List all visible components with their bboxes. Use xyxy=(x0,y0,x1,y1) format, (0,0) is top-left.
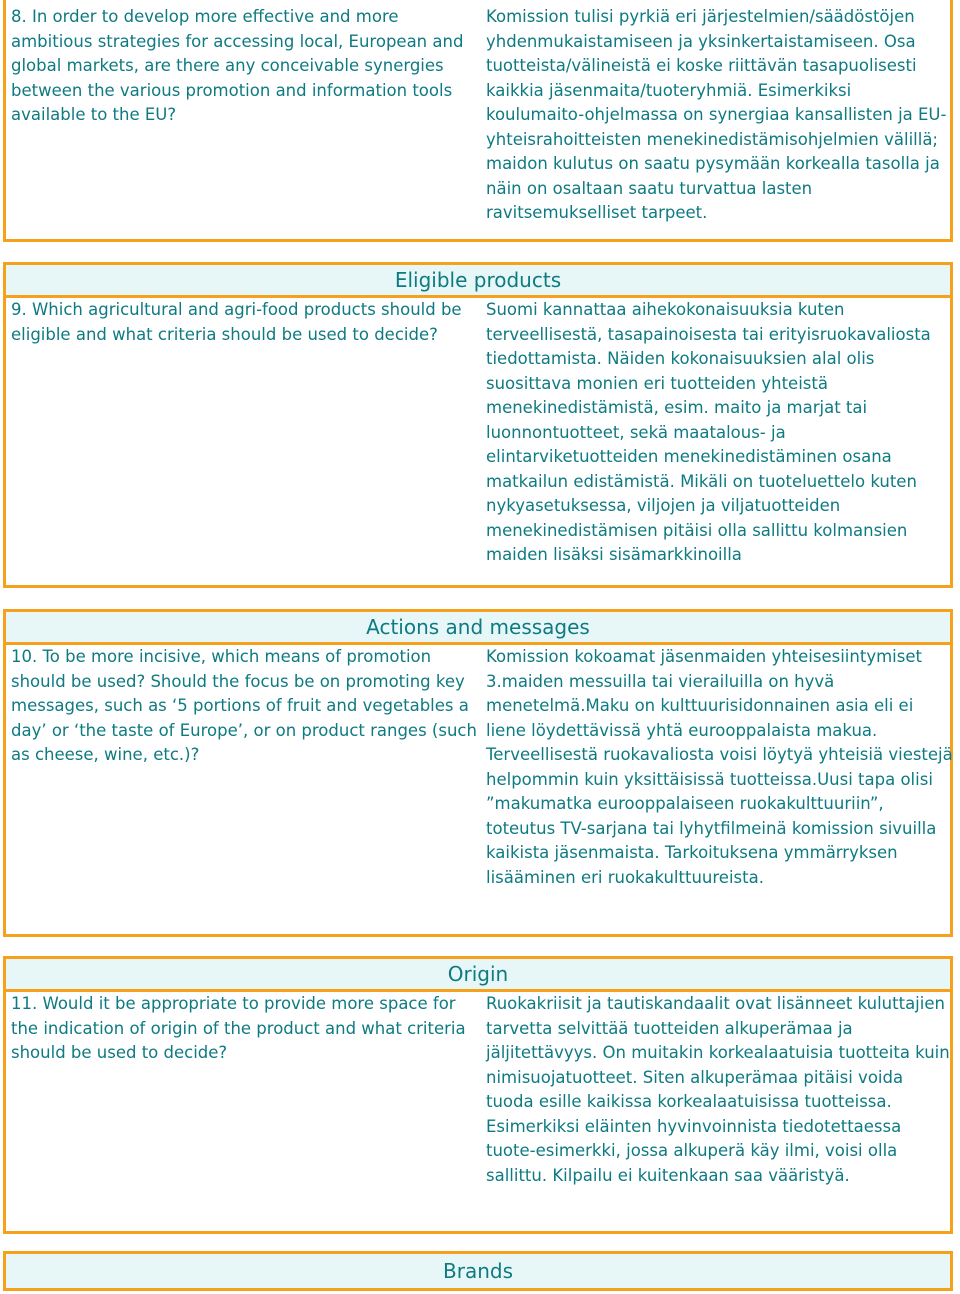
section-origin xyxy=(3,956,953,1234)
question-8: 8. In order to develop more effective and more ambitious strategies for accessing local, European and global markets, are there any conceivable synergies between the various promotion and information tools available to the EU? xyxy=(11,7,464,124)
answer-10: Komission kokoamat jäsenmaiden yhteisesiintymiset 3.maiden messuilla tai vierailuilla on hyvä menetelmä.Maku on kulttuurisidonnainen asia eli ei liene löydettävissä yhtä eurooppalaista makua. Terveellisestä ruokavaliosta voisi löytyä yhteisiä viestejä helpommin kuin yksittäisissä tuotteissa.Uusi tapa olisi ”makumatka eurooppalaiseen ruokakulttuuriin”, toteutus TV-sarjana tai lyhytfilmeinä komission sivuilla kaikista jäsenmaista. Tarkoituksena ymmärryksen lisääminen eri ruokakulttuureista. xyxy=(486,647,953,887)
answer-11: Ruokakriisit ja tautiskandaalit ovat lisänneet kuluttajien tarvetta selvittää tuotteiden alkuperämaa ja jäljitettävyys. On muitakin korkealaatuisia tuotteita kuin nimisuojatuotteet. Siten alkuperämaa pitäisi voida tuoda esille kaikissa korkealaatuisissa tuotteissa. Esimerkiksi eläinten hyvinvoinnista tiedotettaessa tuote-esimerkki, jossa alkuperä käy ilmi, voisi olla sallittu. Kilpailu ei kuitenkaan saa vääristyä. xyxy=(486,994,950,1185)
section-heading: Origin xyxy=(6,959,950,992)
question-10: 10. To be more incisive, which means of promotion should be used? Should the focus be on promoting key messages, such as ‘5 portions of fruit and vegetables a day’ or ‘the taste of Europe’, or on product ranges (such as cheese, wine, etc.)? xyxy=(11,647,477,764)
section-eligible-products xyxy=(3,262,953,588)
question-11: 11. Would it be appropriate to provide more space for the indication of origin of the product and what criteria should be used to decide? xyxy=(11,994,466,1062)
section-heading: Brands xyxy=(6,1254,950,1288)
section-actions-and-messages xyxy=(3,609,953,937)
answer-8: Komission tulisi pyrkiä eri järjestelmien/säädöstöjen yhdenmukaistamiseen ja yksinkertaistamiseen. Osa tuotteista/välineistä ei koske riittävän tasapuolisesti kaikkia jäsenmaita/tuoteryhmiä. Esimerkiksi koulumaito-ohjelmassa on synergiaa kansallisten ja EU-yhteisrahoitteisten menekinedistämisohjelmien välillä; maidon kulutus on saatu pysymään korkealla tasolla ja näin on osaltaan saatu turvattua lasten ravitsemukselliset tarpeet. xyxy=(486,7,947,222)
answer-9: Suomi kannattaa aihekokonaisuuksia kuten terveellisestä, tasapainoisesta tai erityisruokavaliosta tiedottamista. Näiden kokonaisuuksien alal olis suosittava monien eri tuotteiden yhteistä menekinedistämistä, esim. maito ja marjat tai luonnontuotteet, sekä maatalous- ja elintarviketuotteiden menekinedistäminen osana matkailun edistämistä. Mikäli on tuoteluettelo kuten nykyasetuksessa, viljojen ja viljatuotteiden menekinedistämisen pitäisi olla sallittu kolmansien maiden lisäksi sisämarkkinoilla xyxy=(486,300,931,564)
section-brands xyxy=(3,1251,953,1291)
section-heading: Actions and messages xyxy=(6,612,950,645)
section-8 xyxy=(3,0,953,242)
section-heading: Eligible products xyxy=(6,265,950,298)
question-9: 9. Which agricultural and agri-food products should be eligible and what criteria should be used to decide? xyxy=(11,300,462,344)
